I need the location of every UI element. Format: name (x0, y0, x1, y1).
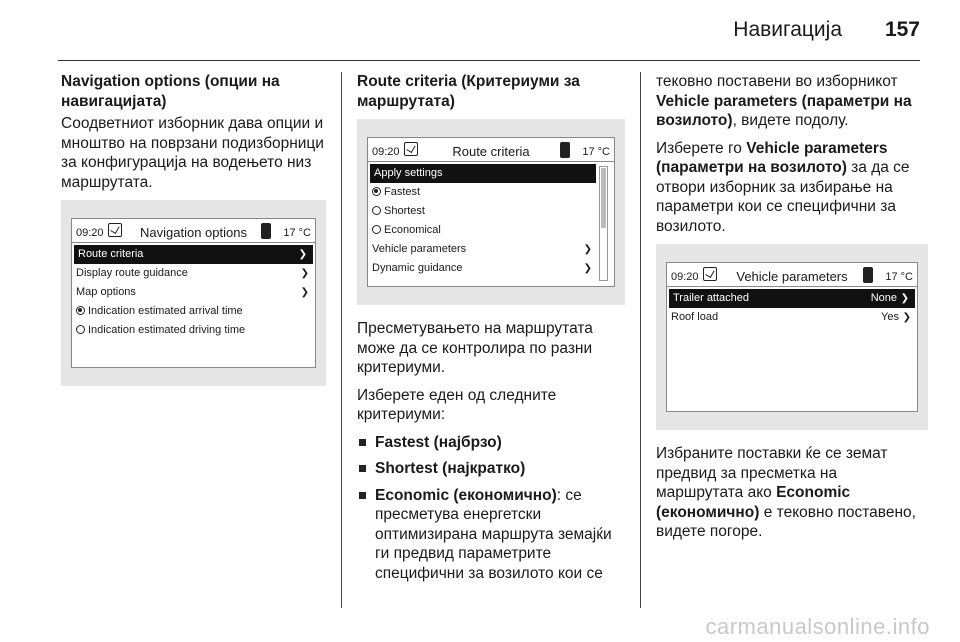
display-screen (367, 137, 615, 287)
column-2 (357, 72, 625, 590)
list-item: Fastest (најбрзо) (357, 433, 625, 453)
chapter-title: Навигација (733, 18, 842, 41)
radio-selected-icon (76, 306, 85, 315)
screen-time: 09:20 (372, 146, 400, 158)
thermometer-icon (863, 267, 873, 283)
chevron-right-icon: ❯ (300, 268, 309, 279)
menu-item-apply-settings: Apply settings (370, 164, 596, 183)
page-header (0, 0, 960, 58)
chevron-right-icon: ❯ (298, 249, 307, 260)
thermometer-icon (560, 142, 570, 158)
screen-status-bar (72, 219, 315, 243)
paragraph: Избраните поставки ќе се земат предвид за пресметка на маршрутата ако Economic (економично) е тековно поставено, видете погоре. (656, 445, 916, 540)
chevron-right-icon: ❯ (900, 293, 909, 304)
menu-item-map-options: Map options ❯ (72, 283, 315, 302)
display-screen (71, 218, 316, 368)
radio-empty-icon (76, 325, 85, 334)
list-item: Economic (економично): се пресметува енергетски оптимизирана маршрута земајќи ги предвид параметрите специфични за возилото кои се (357, 486, 625, 584)
radio-selected-icon (372, 187, 381, 196)
paragraph: Изберете еден од следните критериуми: (357, 386, 557, 423)
chevron-right-icon: ❯ (583, 244, 592, 255)
paragraph: Пресметувањето на маршрутата може да се контролира по разни критериуми. (357, 320, 593, 376)
menu-item-shortest: Shortest (368, 202, 614, 221)
header-divider (58, 60, 920, 61)
menu-item-driving-time: Indication estimated driving time (72, 321, 315, 340)
chevron-right-icon: ❯ (583, 263, 592, 274)
thermometer-icon (261, 223, 271, 239)
menu-item-fastest: Fastest (368, 183, 614, 202)
paragraph: Соодветниот изборник дава опции и мноштво на поврзани подизборници за конфигурација на водењето низ маршрутата. (61, 115, 324, 191)
menu-item-display-route-guidance: Display route guidance ❯ (72, 264, 315, 283)
column-divider-1 (341, 72, 342, 608)
screen-title: Route criteria (452, 144, 530, 159)
screen-status-bar (667, 263, 917, 287)
watermark: carmanualsonline.info (705, 614, 930, 639)
menu-item-trailer-attached: Trailer attached None ❯ (669, 289, 915, 308)
screenshot-vehicle-parameters (656, 244, 928, 430)
paragraph: тековно поставени во изборникот Vehicle parameters (параметри на возилото), видете подолу. (656, 73, 912, 129)
screen-temperature: 17 °C (885, 271, 913, 283)
screen-status-bar (368, 138, 614, 162)
screen-temperature: 17 °C (582, 146, 610, 158)
menu-item-economical: Economical (368, 221, 614, 240)
page-number: 157 (884, 18, 920, 41)
screen-scrollbar (599, 166, 608, 281)
paragraph: Изберете го Vehicle parameters (параметри на возилото) за да се отвори изборник за избирање на параметри кои се специфични за возилото. (656, 139, 910, 235)
radio-empty-icon (372, 206, 381, 215)
scrollbar-thumb (601, 168, 606, 228)
screenshot-route-criteria (357, 119, 625, 305)
column-divider-2 (640, 72, 641, 608)
screen-title: Vehicle parameters (736, 269, 848, 284)
menu-item-roof-load: Roof load Yes ❯ (667, 308, 917, 327)
list-item: Shortest (најкратко) (357, 459, 625, 479)
menu-item-arrival-time: Indication estimated arrival time (72, 302, 315, 321)
screen-time: 09:20 (76, 227, 104, 239)
screenshot-navigation-options (61, 200, 326, 386)
menu-item-dynamic-guidance: Dynamic guidance ❯ (368, 259, 614, 278)
menu-item-route-criteria: Route criteria ❯ (74, 245, 313, 264)
screen-temperature: 17 °C (283, 227, 311, 239)
section-heading-navigation-options: Navigation options (опции на навигацијата) (61, 73, 280, 110)
display-screen (666, 262, 918, 412)
chevron-right-icon: ❯ (902, 312, 911, 323)
screen-time: 09:20 (671, 271, 699, 283)
menu-item-vehicle-parameters: Vehicle parameters ❯ (368, 240, 614, 259)
radio-empty-icon (372, 225, 381, 234)
screen-title: Navigation options (140, 225, 247, 240)
chevron-right-icon: ❯ (300, 287, 309, 298)
criteria-list (357, 433, 625, 584)
column-3 (656, 72, 928, 550)
section-heading-route-criteria: Route criteria (Критериуми за маршрутата) (357, 73, 580, 110)
column-1 (61, 72, 326, 400)
